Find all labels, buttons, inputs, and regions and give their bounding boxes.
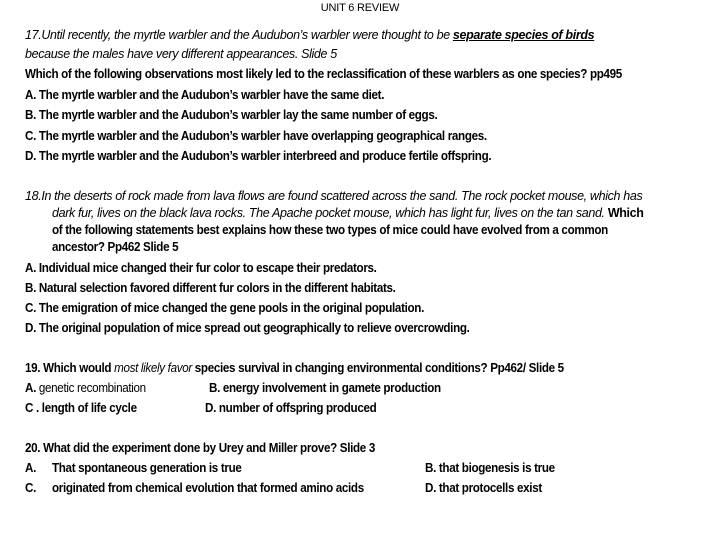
question-17-option-c: C. The myrtle warbler and the Audubon’s warbler have overlapping geographical ranges. bbox=[25, 129, 487, 143]
question-number: 17. bbox=[25, 28, 42, 42]
question-number: 18. bbox=[25, 189, 42, 203]
question-17-prompt: Which of the following observations most likely led to the reclassification of these warblers as one species? pp495 bbox=[25, 67, 622, 81]
question-20-option-d: D. that protocells exist bbox=[425, 481, 542, 495]
question-19-option-b: B. energy involvement in gamete production bbox=[209, 381, 441, 395]
question-18-prompt-line1: of the following statements best explains how these two types of mice could have evolved from a common bbox=[52, 223, 608, 237]
question-19-option-a: A. genetic recombination bbox=[25, 381, 146, 395]
question-18-option-a: A. Individual mice changed their fur color to escape their predators. bbox=[25, 261, 377, 275]
question-19-option-d: D. number of offspring produced bbox=[205, 401, 377, 415]
question-18-prompt-line2: ancestor? Pp462 Slide 5 bbox=[52, 240, 179, 254]
question-20-option-b: B. that biogenesis is true bbox=[425, 461, 555, 475]
page-title: UNIT 6 REVIEW bbox=[320, 2, 400, 14]
question-20-option-c-letter: C. bbox=[25, 481, 36, 495]
question-17-stem-line1: 17.Until recently, the myrtle warbler and the Audubon’s warbler were thought to be separate species of birds bbox=[25, 28, 595, 42]
question-20-option-c: originated from chemical evolution that formed amino acids bbox=[52, 481, 364, 495]
question-19-stem: 19. Which would most likely favor species survival in changing environmental conditions? Pp462/ Slide 5 bbox=[25, 361, 564, 375]
question-17-option-b: B. The myrtle warbler and the Audubon’s warbler lay the same number of eggs. bbox=[25, 108, 438, 122]
underlined-phrase: separate species of birds bbox=[452, 28, 595, 42]
question-20-option-a-letter: A. bbox=[25, 461, 36, 475]
question-17-option-d: D. The myrtle warbler and the Audubon’s warbler interbreed and produce fertile offspring. bbox=[25, 149, 492, 163]
question-20-stem: 20. What did the experiment done by Urey and Miller prove? Slide 3 bbox=[25, 441, 375, 455]
emphasis-text: most likely favor bbox=[114, 361, 192, 375]
question-18-stem-line2: dark fur, lives on the black lava rocks. The Apache pocket mouse, which has light fur, lives on the tan sand. Which bbox=[52, 206, 644, 220]
question-17-stem-line2: because the males have very different appearances. Slide 5 bbox=[25, 47, 337, 61]
question-18-option-d: D. The original population of mice spread out geographically to relieve overcrowding. bbox=[25, 321, 470, 335]
question-number: 20. bbox=[25, 441, 41, 455]
question-18-option-c: C. The emigration of mice changed the gene pools in the original population. bbox=[25, 301, 424, 315]
question-19-option-c: C . length of life cycle bbox=[25, 401, 137, 415]
question-18-stem-line1: 18.In the deserts of rock made from lava flows are found scattered across the sand. The rock pocket mouse, which has bbox=[25, 189, 643, 203]
question-20-option-a: That spontaneous generation is true bbox=[52, 461, 242, 475]
question-17-option-a: A. The myrtle warbler and the Audubon’s warbler have the same diet. bbox=[25, 88, 385, 102]
question-number: 19. bbox=[25, 361, 41, 375]
question-18-option-b: B. Natural selection favored different fur colors in the different habitats. bbox=[25, 281, 396, 295]
